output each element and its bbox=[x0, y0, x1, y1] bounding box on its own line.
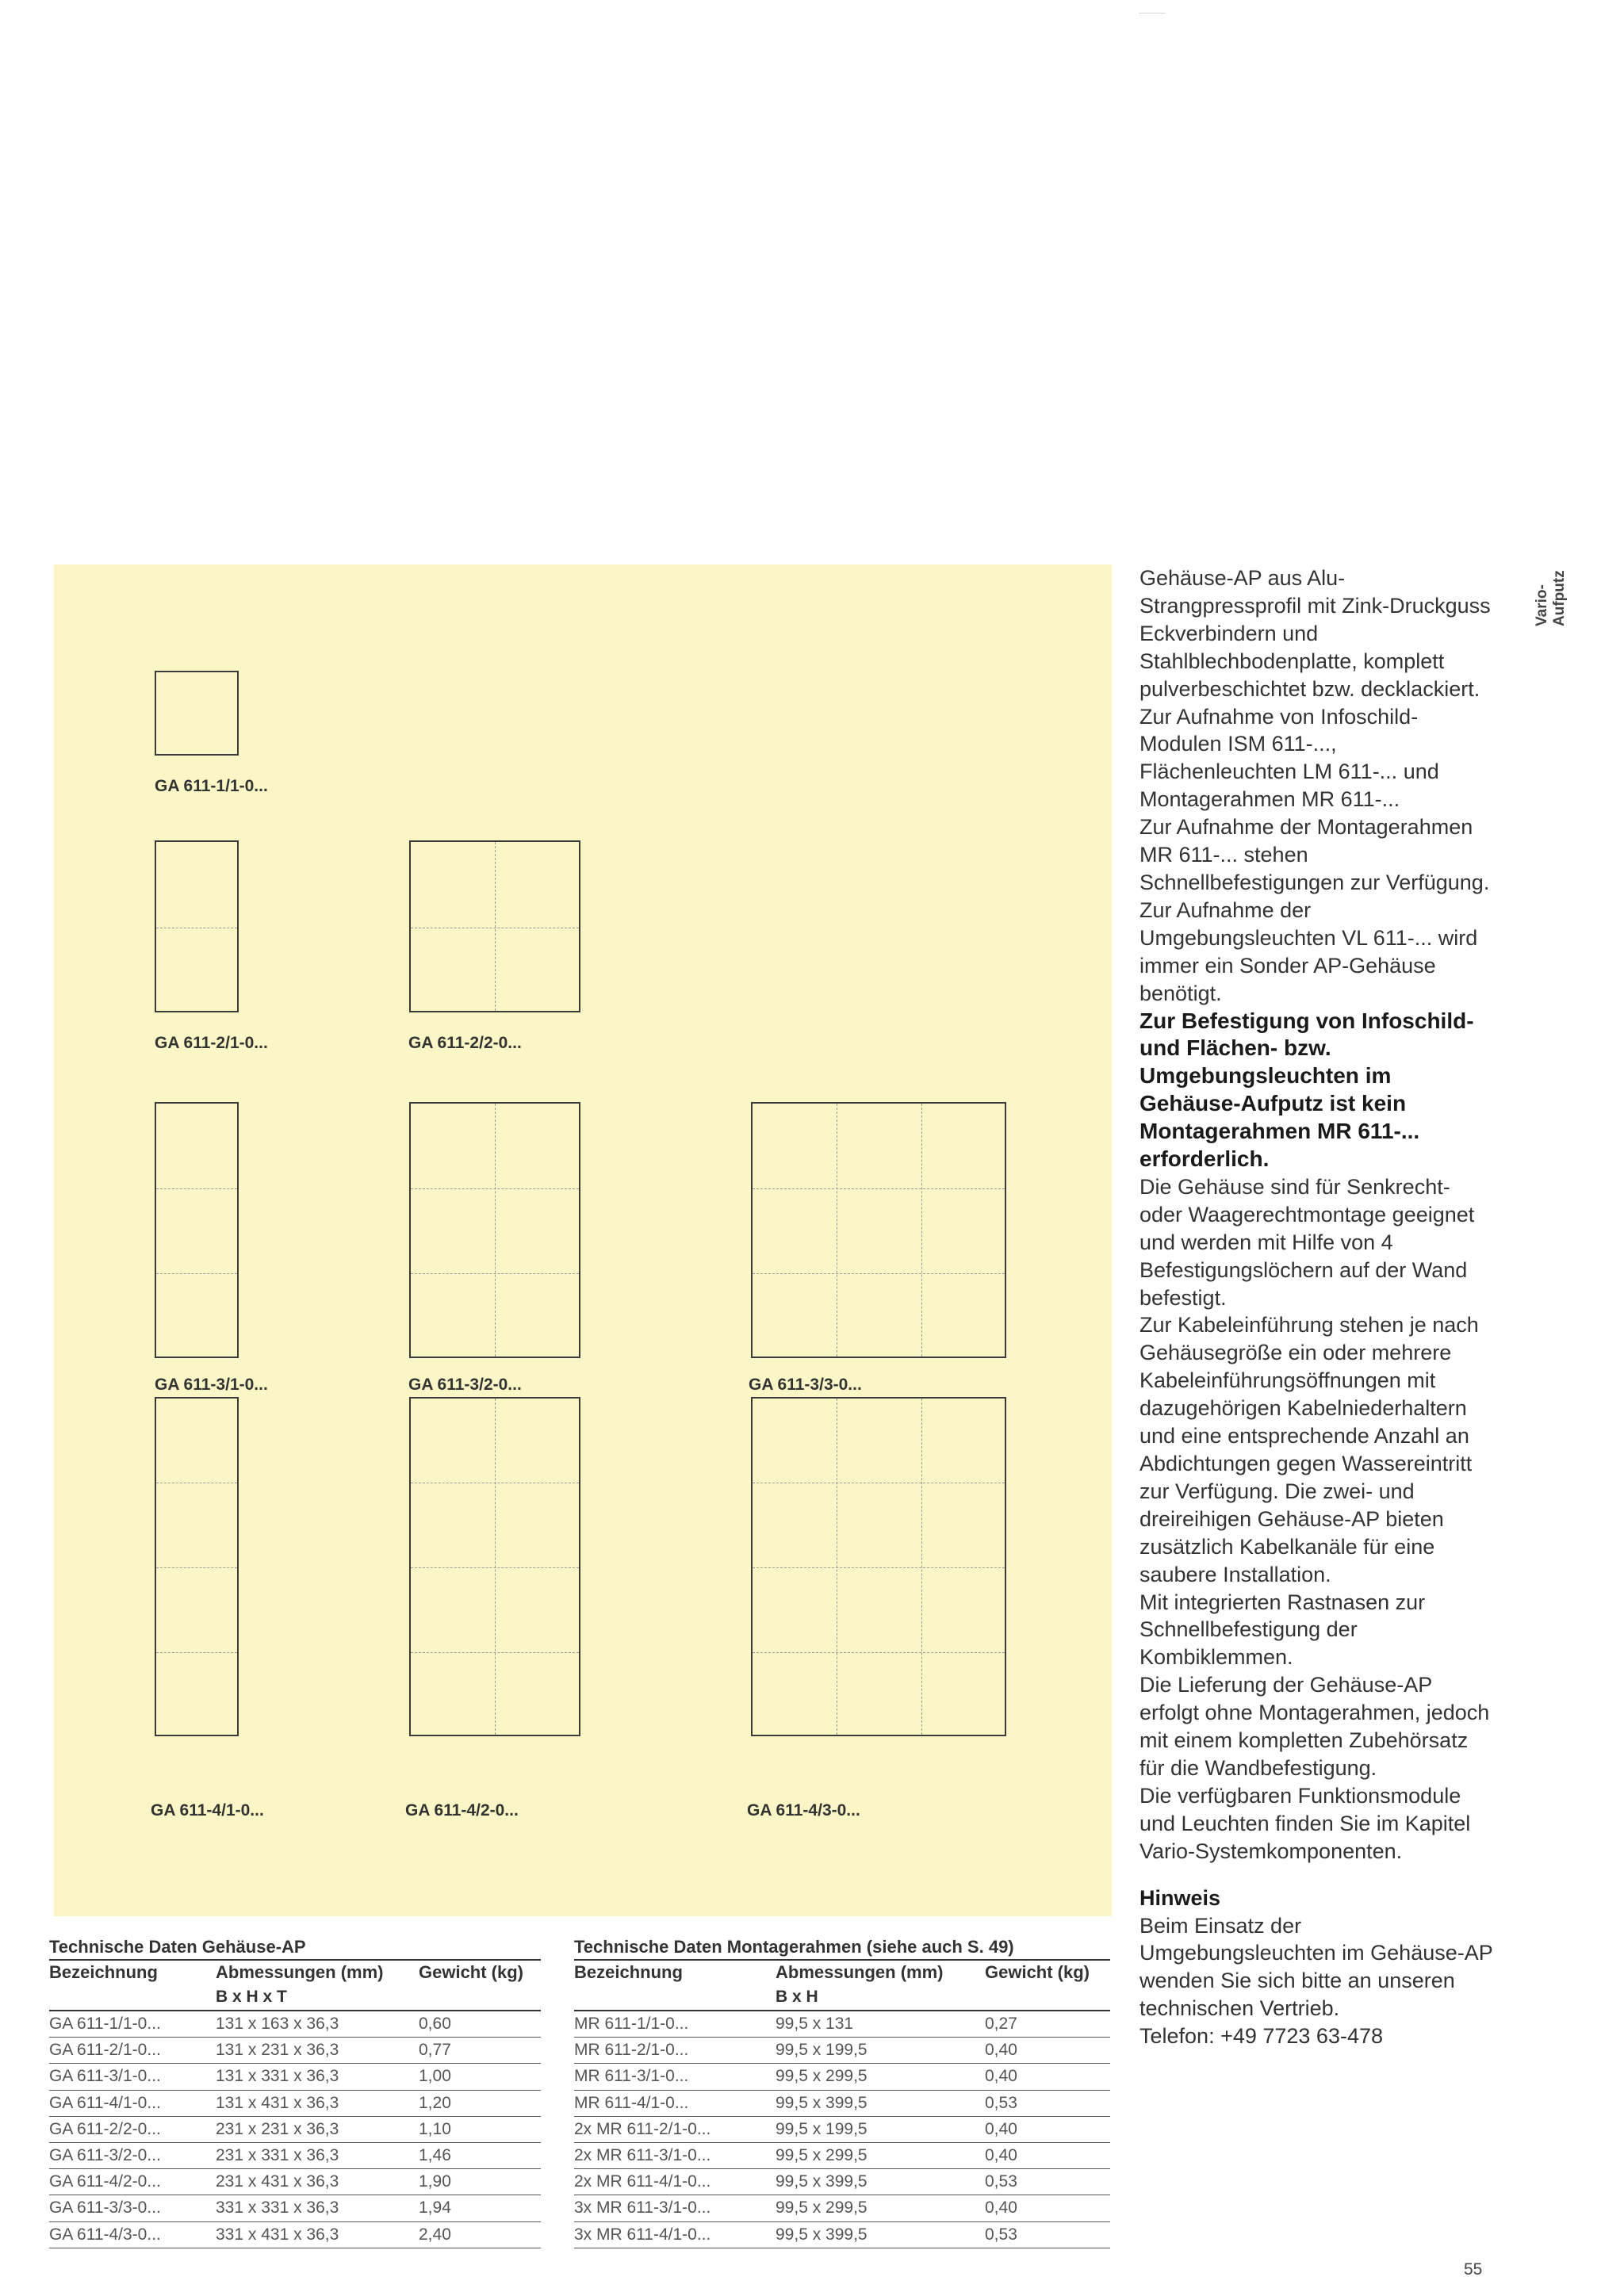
table-row bbox=[574, 2064, 1110, 2090]
table-row bbox=[574, 2038, 1110, 2064]
column-header: Abmessungen (mm) bbox=[776, 1962, 944, 1982]
table-cell: 331 x 331 x 36,3 bbox=[216, 2195, 419, 2221]
table-cell: 3x MR 611-3/1-0... bbox=[574, 2195, 776, 2221]
table-row bbox=[574, 2116, 1110, 2142]
table-row bbox=[49, 2116, 541, 2142]
table-cell: 0,40 bbox=[985, 2116, 1110, 2142]
table-cell: 3x MR 611-4/1-0... bbox=[574, 2221, 776, 2248]
table-cell: 231 x 331 x 36,3 bbox=[216, 2142, 419, 2168]
table-cell: 0,53 bbox=[985, 2090, 1110, 2116]
drawing-panel bbox=[54, 564, 1112, 1916]
figure-label: GA 611-4/1-0... bbox=[151, 1801, 264, 1820]
table-row bbox=[49, 2221, 541, 2248]
hint-text: Beim Einsatz der Umgebungsleuchten im Gehäuse-AP wenden Sie sich bitte an unseren technischen Vertrieb. bbox=[1139, 1913, 1493, 2021]
table-cell: GA 611-3/1-0... bbox=[49, 2064, 216, 2090]
page-number: 55 bbox=[1464, 2260, 1483, 2279]
table-cell: 131 x 431 x 36,3 bbox=[216, 2090, 419, 2116]
table-row bbox=[574, 2195, 1110, 2221]
table-cell: 0,40 bbox=[985, 2195, 1110, 2221]
figure-label: GA 611-3/3-0... bbox=[749, 1376, 862, 1394]
table-cell: 1,94 bbox=[419, 2195, 541, 2221]
side-tab bbox=[1534, 539, 1581, 626]
table-cell: 2,40 bbox=[419, 2221, 541, 2248]
table-cell: 0,40 bbox=[985, 2064, 1110, 2090]
table-cell: 99,5 x 199,5 bbox=[776, 2038, 985, 2064]
table-cell: GA 611-4/3-0... bbox=[49, 2221, 216, 2248]
housing-drawing-4-1 bbox=[155, 1397, 239, 1736]
table-cell: 131 x 231 x 36,3 bbox=[216, 2038, 419, 2064]
table-row bbox=[49, 2169, 541, 2195]
housing-drawing-2-2 bbox=[409, 840, 580, 1012]
table-cell: GA 611-4/2-0... bbox=[49, 2169, 216, 2195]
table-cell: MR 611-4/1-0... bbox=[574, 2090, 776, 2116]
table-row bbox=[49, 2195, 541, 2221]
column-header: Gewicht (kg) bbox=[419, 1962, 524, 1982]
paragraph: Zur Kabeleinführung stehen je nach Gehäusegröße ein oder mehrere Kabeleinführungsöffnungen mit dazugehörigen Kabelniederhaltern und eine entsprechende Anzahl an Abdichtungen gegen Wassereintritt zur Verfügung. Die zwei- und dreireihigen Gehäuse-AP bieten zusätzlich Kabelkanäle für eine saubere Installation. bbox=[1139, 1313, 1479, 1586]
table-cell: 99,5 x 399,5 bbox=[776, 2169, 985, 2195]
figure-label: GA 611-2/1-0... bbox=[155, 1034, 268, 1052]
table-cell: 99,5 x 299,5 bbox=[776, 2064, 985, 2090]
figure-label: GA 611-4/2-0... bbox=[405, 1801, 519, 1820]
paragraph: Zur Aufnahme der Montagerahmen MR 611-... stehen Schnellbefestigungen zur Verfügung. bbox=[1139, 815, 1490, 894]
table-row bbox=[574, 2221, 1110, 2248]
table-cell: 0,53 bbox=[985, 2221, 1110, 2248]
table-row bbox=[49, 2011, 541, 2038]
table-title: Technische Daten Montagerahmen (siehe auch S. 49) bbox=[574, 1935, 1110, 1960]
table-cell: 99,5 x 399,5 bbox=[776, 2221, 985, 2248]
paragraph: Zur Aufnahme der Umgebungsleuchten VL 611-... wird immer ein Sonder AP-Gehäuse benötigt. bbox=[1139, 897, 1478, 1005]
table-row bbox=[49, 2090, 541, 2116]
table-cell: 131 x 163 x 36,3 bbox=[216, 2011, 419, 2038]
table-cell: 1,20 bbox=[419, 2090, 541, 2116]
table-cell: GA 611-2/2-0... bbox=[49, 2116, 216, 2142]
table-row bbox=[49, 2038, 541, 2064]
column-header: Bezeichnung bbox=[574, 1962, 683, 1982]
paragraph: Die Lieferung der Gehäuse-AP erfolgt ohne Montagerahmen, jedoch mit einem kompletten Zubehörsatz für die Wandbefestigung. bbox=[1139, 1673, 1490, 1780]
table-cell: MR 611-2/1-0... bbox=[574, 2038, 776, 2064]
housing-drawing-3-1 bbox=[155, 1102, 239, 1358]
figure-label: GA 611-4/3-0... bbox=[747, 1801, 860, 1820]
table-cell: 331 x 431 x 36,3 bbox=[216, 2221, 419, 2248]
column-subheader: B x H bbox=[776, 1984, 985, 2011]
frames-data-table bbox=[574, 1935, 1110, 2248]
table-cell: 99,5 x 299,5 bbox=[776, 2195, 985, 2221]
figure-label: GA 611-3/2-0... bbox=[408, 1376, 522, 1394]
housing-drawing-3-3 bbox=[751, 1102, 1006, 1358]
column-header: Bezeichnung bbox=[49, 1962, 158, 1982]
description-column bbox=[1139, 564, 1496, 2050]
table-cell: 0,60 bbox=[419, 2011, 541, 2038]
table-cell: 99,5 x 299,5 bbox=[776, 2142, 985, 2168]
table-cell: 99,5 x 199,5 bbox=[776, 2116, 985, 2142]
table-row bbox=[574, 2011, 1110, 2038]
table-cell: 0,40 bbox=[985, 2038, 1110, 2064]
paragraph: Die verfügbaren Funktionsmodule und Leuchten finden Sie im Kapitel Vario-Systemkomponenten. bbox=[1139, 1783, 1471, 1863]
table-cell: 99,5 x 399,5 bbox=[776, 2090, 985, 2116]
table-row bbox=[574, 2169, 1110, 2195]
table-row bbox=[49, 2142, 541, 2168]
table-row bbox=[574, 2142, 1110, 2168]
side-tab-line: Aufputz bbox=[1551, 570, 1568, 626]
housing-drawing-3-2 bbox=[409, 1102, 580, 1358]
housing-drawing-4-3 bbox=[751, 1397, 1006, 1736]
table-row bbox=[49, 2064, 541, 2090]
table-cell: 1,00 bbox=[419, 2064, 541, 2090]
table-cell: 0,53 bbox=[985, 2169, 1110, 2195]
figure-label: GA 611-2/2-0... bbox=[408, 1034, 522, 1052]
table-cell: 1,10 bbox=[419, 2116, 541, 2142]
table-cell: MR 611-3/1-0... bbox=[574, 2064, 776, 2090]
table-cell: 1,90 bbox=[419, 2169, 541, 2195]
table-cell: 1,46 bbox=[419, 2142, 541, 2168]
table-cell: 99,5 x 131 bbox=[776, 2011, 985, 2038]
table-cell: 0,27 bbox=[985, 2011, 1110, 2038]
table-title: Technische Daten Gehäuse-AP bbox=[49, 1935, 541, 1960]
housing-drawing-2-1 bbox=[155, 840, 239, 1012]
table-cell: 0,40 bbox=[985, 2142, 1110, 2168]
housing-drawing-4-2 bbox=[409, 1397, 580, 1736]
phone: Telefon: +49 7723 63-478 bbox=[1139, 2024, 1384, 2049]
table-cell: GA 611-1/1-0... bbox=[49, 2011, 216, 2038]
paragraph-bold: Zur Befestigung von Infoschild- und Flächen- bzw. Umgebungsleuchten im Gehäuse-Aufputz ist kein Montagerahmen MR 611-... erforderlich. bbox=[1139, 1008, 1474, 1172]
figure-label: GA 611-1/1-0... bbox=[155, 777, 268, 795]
hint-title: Hinweis bbox=[1139, 1885, 1221, 1910]
table-cell: MR 611-1/1-0... bbox=[574, 2011, 776, 2038]
table-cell: GA 611-3/3-0... bbox=[49, 2195, 216, 2221]
paragraph: Zur Aufnahme von Infoschild-Modulen ISM 611-..., Flächenleuchten LM 611-... und Montagerahmen MR 611-... bbox=[1139, 704, 1439, 812]
table-cell: 131 x 331 x 36,3 bbox=[216, 2064, 419, 2090]
figure-label: GA 611-3/1-0... bbox=[155, 1376, 268, 1394]
paragraph: Die Gehäuse sind für Senkrecht- oder Waagerechtmontage geeignet und werden mit Hilfe von 4 Befestigungslöchern auf der Wand befestigt. bbox=[1139, 1174, 1475, 1310]
table-cell: 2x MR 611-3/1-0... bbox=[574, 2142, 776, 2168]
table-cell: GA 611-4/1-0... bbox=[49, 2090, 216, 2116]
table-cell: GA 611-2/1-0... bbox=[49, 2038, 216, 2064]
table-row bbox=[574, 2090, 1110, 2116]
table-cell: 231 x 431 x 36,3 bbox=[216, 2169, 419, 2195]
housing-drawing-1-1 bbox=[155, 671, 239, 756]
table-cell: 0,77 bbox=[419, 2038, 541, 2064]
column-subheader: B x H x T bbox=[216, 1984, 419, 2011]
table-cell: GA 611-3/2-0... bbox=[49, 2142, 216, 2168]
table-cell: 2x MR 611-2/1-0... bbox=[574, 2116, 776, 2142]
side-tab-line: Vario- bbox=[1534, 584, 1550, 626]
column-header: Abmessungen (mm) bbox=[216, 1962, 384, 1982]
paragraph: Mit integrierten Rastnasen zur Schnellbefestigung der Kombiklemmen. bbox=[1139, 1590, 1426, 1670]
column-header: Gewicht (kg) bbox=[985, 1962, 1090, 1982]
table-cell: 231 x 231 x 36,3 bbox=[216, 2116, 419, 2142]
housing-data-table bbox=[49, 1935, 541, 2248]
paragraph: Gehäuse-AP aus Alu-Strangpressprofil mit Zink-Druckguss Eckverbindern und Stahlblechbodenplatte, komplett pulverbeschichtet bzw. decklackiert. bbox=[1139, 566, 1491, 701]
table-cell: 2x MR 611-4/1-0... bbox=[574, 2169, 776, 2195]
